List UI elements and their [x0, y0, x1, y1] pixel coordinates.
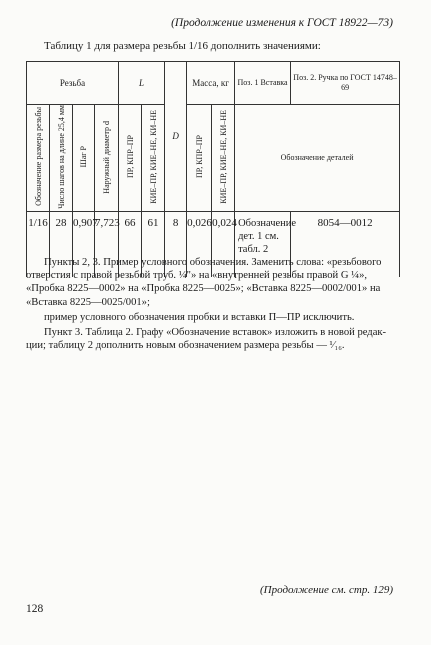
group-thread: Резьба [27, 62, 119, 105]
continuation-note: (Продолжение см. стр. 129) [260, 584, 393, 596]
cell-handle: 8054—0012 [291, 211, 400, 277]
cell-m2: 0,024 [212, 211, 235, 277]
paragraph-1: Пункты 2, 3. Пример условного обозначения. Заменить слова: «резьбового отверстия с правой резьбой труб. ¼"» на «внутренней резьбы правой G ¼», «Пробка 8225—0002» на «Пробка 8225—0025»; «Вставка 8225—0002/001» на «Вставка 8225—0025/001»; [26, 257, 382, 308]
col-L2: КИЕ–ПР, КИЕ–НЕ, КИ–НЕ [142, 105, 165, 212]
col-D: D [165, 62, 187, 212]
pos1-header: Поз. 1 Вставка [235, 62, 291, 105]
cell-L2: 61 [142, 211, 165, 277]
cell-outer-diam: 7,723 [95, 211, 119, 277]
cell-pitch: 0,907 [73, 211, 95, 277]
cell-insert: Обозначение дет. 1 см. табл. 2 [235, 211, 291, 277]
col-outer-diam: Наружный диаметр d [95, 105, 119, 212]
cell-D: 8 [165, 211, 187, 277]
paragraph-3: Пункт 3. Таблица 2. Графу «Обозначение вставок» изложить в новой редак- ции; таблицу 2 дополнить новым обозначением размера резьбы — ¹⁄₁₆. [26, 327, 387, 352]
paragraph-2: пример условного обозначения пробки и вставки П—ПР исключить. [44, 312, 355, 323]
cell-L1: 66 [119, 211, 142, 277]
col-designation: Обозначение размера резьбы [27, 105, 50, 212]
group-mass: Масса, кг [187, 62, 235, 105]
col-m1: ПР, КПР–ПР [187, 105, 212, 212]
col-L1: ПР, КПР–ПР [119, 105, 142, 212]
document-header: (Продолжение изменения к ГОСТ 18922—73) [171, 17, 393, 29]
intro-text: Таблицу 1 для размера резьбы 1/16 дополнить значениями: [44, 40, 321, 52]
pos2-header: Поз. 2. Ручка по ГОСТ 14748–69 [291, 62, 400, 105]
col-m2: КИЕ–ПР, КИЕ–НЕ, КИ–НЕ [212, 105, 235, 212]
cell-m1: 0,026 [187, 211, 212, 277]
col-steps: Число шагов на длине 25,4 мм [50, 105, 73, 212]
thread-table [26, 61, 400, 277]
col-pitch: Шаг P [73, 105, 95, 212]
cell-designation: 1/16 [27, 211, 50, 277]
page-number: 128 [26, 603, 44, 615]
oboz-header: Обозначение деталей [235, 105, 400, 212]
group-L: L [119, 62, 165, 105]
cell-steps: 28 [50, 211, 73, 277]
